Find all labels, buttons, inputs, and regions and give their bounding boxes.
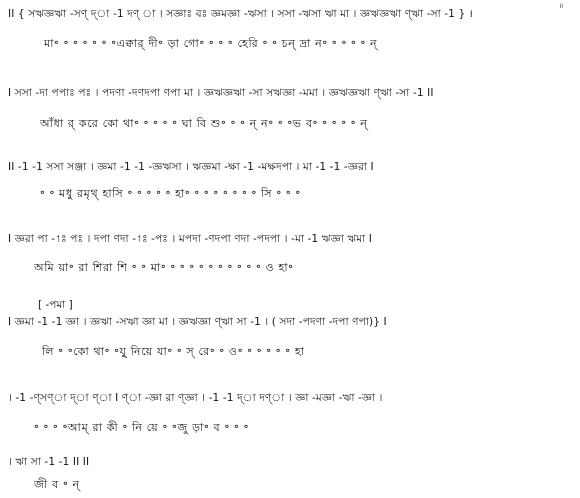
notes-line-1: II { সঋজ্ঞঋা -সণ্ দ্া -1 দণ্ া । সজ্ঞাঃ বঃ জ্ঞমজ্ঞা -ঋসা । সসা -ঋসা ঋা মা । জ্ঞঋজ্ঞঋা ণ্ঋা -সা -1 } ।	[8, 8, 473, 20]
corner-mark: ॥	[559, 2, 564, 10]
lyrics-line-5: লি ॰ ॰কো থা॰ ॰যু্ নিয়ে যা॰ ॰ স্ রে॰ ॰ ও॰ ॰ ॰ ॰ ॰ ॰ হা	[42, 345, 305, 358]
lyrics-line-3: ॰ ॰ মধু রমৃথ্ হাসি ॰ ॰ ॰ ॰ ॰ হা॰ ॰ ॰ ॰ ॰ ॰ ॰ ॰ সি ॰ ॰ ॰	[40, 187, 301, 200]
lyrics-line-7: জী ব ॰ ন্	[34, 478, 80, 491]
notes-line-5: I জ্ঞমা -1 -1 জ্ঞা । জ্ঞঋা -সঋা জ্ঞা মা । জ্ঞঋজ্ঞা ণ্ঋা সা -1 । ( সদা -পদণা -দপা ণপা)} I	[8, 316, 387, 328]
notes-line-6: । -1 -ণ্সণ্া দ্া ণ্া I ণ্া -জ্ঞা রা ণ্জ্ঞা । -1 -1 দ্া দণ্া । জ্ঞা -মজ্ঞা -ঋা -জ্ঞা ।	[8, 392, 383, 404]
bracket-note: [ -পমা ]	[38, 299, 73, 311]
lyrics-line-4: অমি য়া॰ রা শিরা শি ॰ ॰ মা॰ ॰ ॰ ॰ ॰ ॰ ॰ ॰ ॰ ॰ ॰ ও হা॰	[34, 261, 294, 274]
lyrics-line-2: আঁধা র্ করে কো থা॰ ॰ ॰ ॰ ॰ ঘা বি শু॰ ॰ ॰ ন্ ন॰ ॰ ॰ভ ব॰ ॰ ॰ ॰ ॰ ন্	[40, 117, 368, 130]
lyrics-line-6: ॰ ॰ ॰ ॰আম্ রা কী ॰ নি য়ে ॰ ॰জু ড়া॰ ব ॰ ॰ ॰	[34, 421, 249, 434]
notes-line-7: । ঋা সা -1 -1 II II	[8, 456, 90, 468]
notes-line-3: II -1 -1 সসা সঞ্জা । জ্ঞমা -1 -1 -জ্ঞঋসা । ঋজ্ঞমা -ক্ষা -1 -মক্ষদপা । মা -1 -1 -জ্ঞরা I	[8, 161, 374, 173]
lyrics-line-1: মা॰ ॰ ॰ ॰ ॰ ॰ ॰এক্বার্ দী॰ ড়া গো॰ ॰ ॰ ॰ হেরি ॰ ॰ চন্ দ্রা ন॰ ॰ ॰ ॰ ॰ ন্	[44, 37, 378, 50]
notes-line-2: I সসা -দা পপাঃ পঃ । পদণা -দণদপা ণপা মা । জ্ঞঋজ্ঞঋা -সা সঋজ্ঞা -মমা । জ্ঞঋজ্ঞঋা ণ্ঋা -সা -1 II	[8, 87, 434, 99]
notes-line-4: I জ্ঞরা পা -1ঃ পঃ । দপা ণদা -1ঃ -পঃ । মপদা -ণদপা ণদা -পদপা । -মা -1 ঋজ্ঞা ঋমা I	[8, 233, 372, 245]
